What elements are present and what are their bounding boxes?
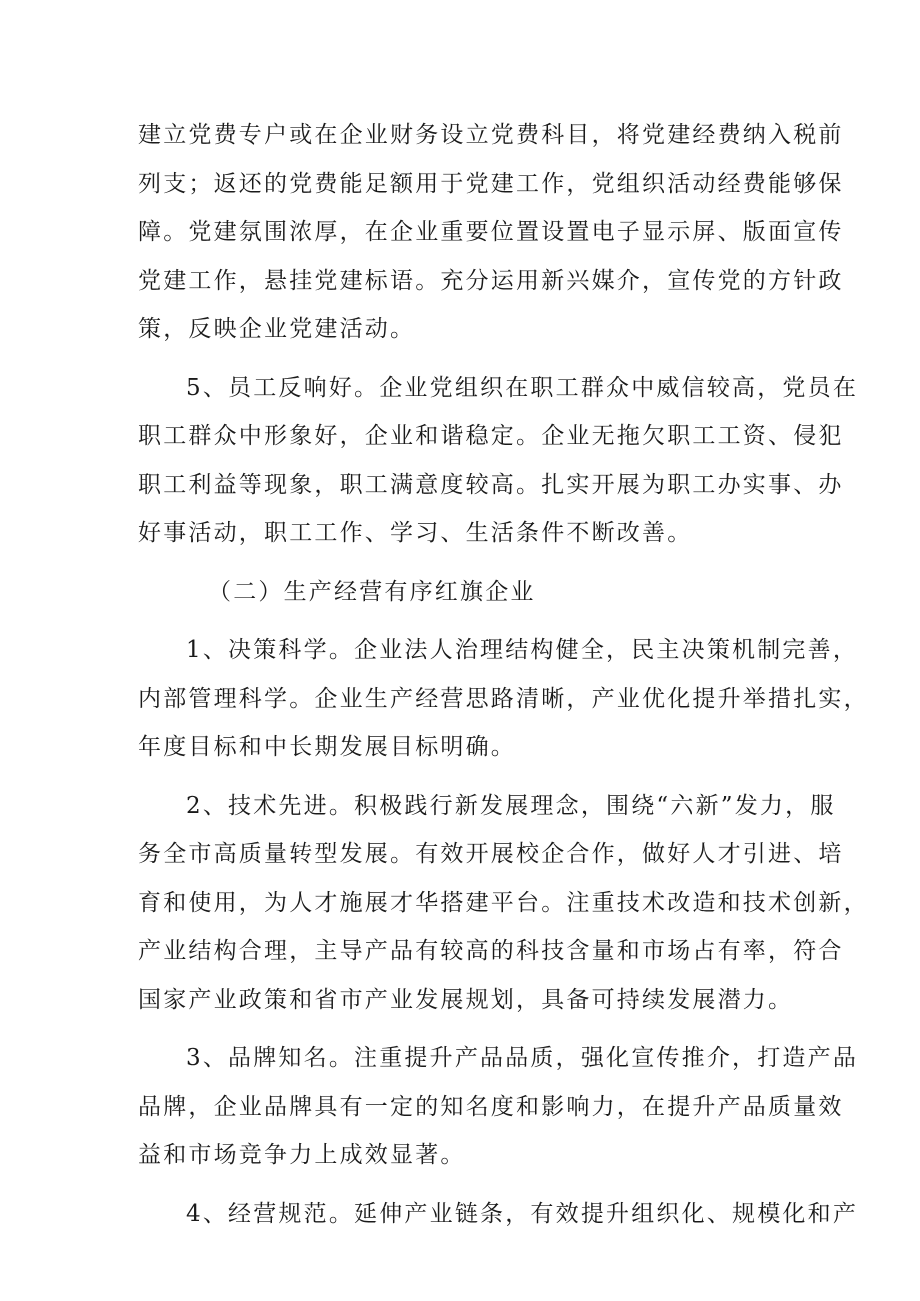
text-line: 建立党费专户或在企业财务设立党费科目，将党建经费纳入税前 [138, 122, 844, 148]
heading-text: （二）生产经营有序红旗企业 [208, 578, 536, 605]
paragraph-party-funds [138, 111, 844, 354]
paragraph-decision-science [138, 626, 869, 772]
text-line: 好事活动，职工工作、学习、生活条件不断改善。 [138, 520, 693, 546]
paragraph-employee-response [138, 364, 859, 558]
text-line: 4、经营规范。延伸产业链条，有效提升组织化、规模化和产 [186, 1200, 859, 1227]
document-body [138, 111, 869, 1238]
text-line: 内部管理科学。企业生产经营思路清晰，产业优化提升举措扎实， [138, 685, 869, 712]
section-heading [138, 568, 804, 617]
text-line: 列支；返还的党费能足额用于党建工作，党组织活动经费能够保 [138, 170, 844, 197]
text-line: 党建工作，悬挂党建标语。充分运用新兴媒介，宣传党的方针政 [138, 267, 844, 294]
text-line: 5、员工反响好。企业党组织在职工群众中威信较高，党员在 [186, 374, 859, 401]
text-line: 策，反映企业党建活动。 [138, 316, 416, 342]
paragraph-brand-recognition [138, 1034, 859, 1180]
text-line: 1、决策科学。企业法人治理结构健全，民主决策机制完善， [186, 637, 859, 663]
text-line: 务全市高质量转型发展。有效开展校企合作，做好人才引进、培 [138, 841, 844, 867]
text-line: 职工利益等现象，职工满意度较高。扎实开展为职工办实事、办 [138, 471, 844, 498]
paragraph-standardized-operation [138, 1190, 859, 1239]
text-line: 产业结构合理，主导产品有较高的科技含量和市场占有率，符合 [138, 938, 844, 964]
text-line: 年度目标和中长期发展目标明确。 [138, 734, 516, 760]
text-line: 品牌，企业品牌具有一定的知名度和影响力，在提升产品质量效 [138, 1093, 844, 1120]
text-line: 育和使用，为人才施展才华搭建平台。注重技术改造和技术创新， [138, 889, 869, 916]
text-line: 障。党建氛围浓厚，在企业重要位置设置电子显示屏、版面宣传 [138, 219, 844, 245]
text-line: 职工群众中形象好，企业和谐稳定。企业无拖欠职工工资、侵犯 [138, 423, 844, 449]
text-line: 益和市场竞争力上成效显著。 [138, 1142, 466, 1168]
text-line: 国家产业政策和省市产业发展规划，具备可持续发展潜力。 [138, 986, 794, 1013]
paragraph-advanced-technology [138, 782, 869, 1025]
text-line: 3、品牌知名。注重提升产品品质，强化宣传推介，打造产品 [186, 1045, 859, 1071]
text-line: 2、技术先进。积极践行新发展理念，围绕“六新”发力，服 [186, 792, 836, 819]
